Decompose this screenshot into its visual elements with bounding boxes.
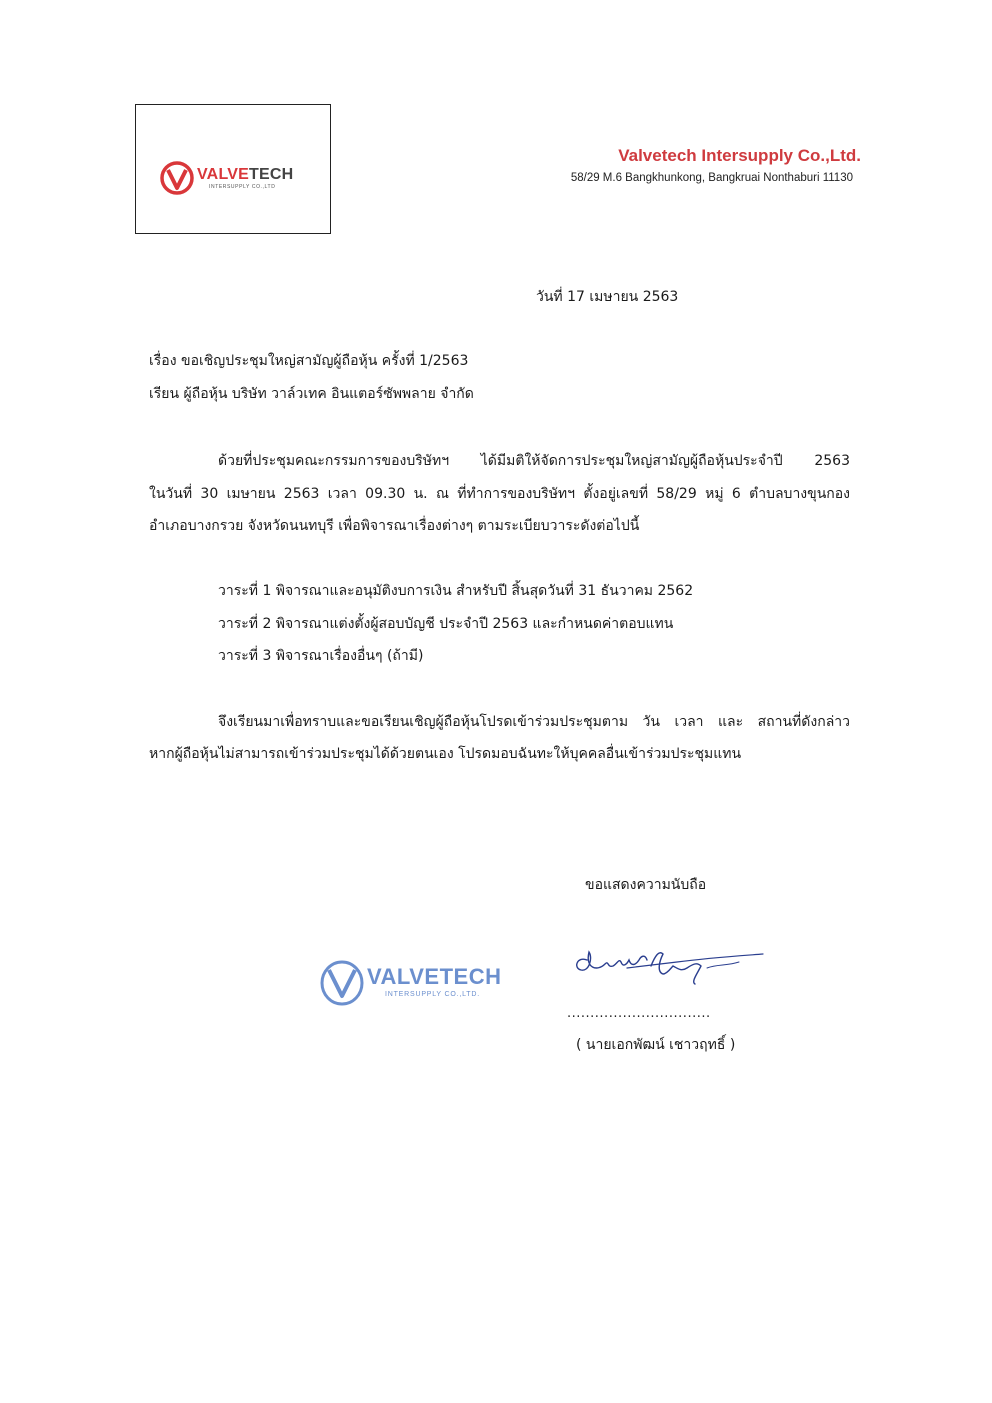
body2-line-2: หากผู้ถือหุ้นไม่สามารถเข้าร่วมประชุมได้ด้วยตนเอง โปรดมอบฉันทะให้บุคคลอื่นเข้าร่วมประชุมแทน — [149, 746, 742, 762]
letter-subject: เรื่อง ขอเชิญประชุมใหญ่สามัญผู้ถือหุ้น ครั้งที่ 1/2563 — [149, 353, 469, 369]
logo-brand: VALVETECH — [197, 165, 294, 183]
logo-subline: INTERSUPPLY CO.,LTD — [209, 183, 276, 190]
body1-line-2: ในวันที่ 30 เมษายน 2563 เวลา 09.30 น. ณ ที่ทำการของบริษัทฯ ตั้งอยู่เลขที่ 58/29 หมู่ 6 ตำบลบางขุนกอง — [149, 486, 850, 502]
agenda-item-2: วาระที่ 2 พิจารณาแต่งตั้งผู้สอบบัญชี ประจำปี 2563 และกำหนดค่าตอบแทน — [218, 616, 674, 632]
company-stamp — [319, 958, 501, 1006]
body1-line-1: ด้วยที่ประชุมคณะกรรมการของบริษัทฯ ได้มีมติให้จัดการประชุมใหญ่สามัญผู้ถือหุ้นประจำปี 2563 — [218, 453, 850, 469]
signature-line: ............................... — [567, 1006, 711, 1021]
handwritten-signature — [567, 938, 767, 998]
agenda-item-3: วาระที่ 3 พิจารณาเรื่องอื่นๆ (ถ้ามี) — [218, 648, 424, 664]
signer-name: ( นายเอกพัฒน์ เชาวฤทธิ์ ) — [576, 1037, 736, 1053]
body2-line-1: จึงเรียนมาเพื่อทราบและขอเรียนเชิญผู้ถือหุ้นโปรดเข้าร่วมประชุมตาม วัน เวลา และ สถานที่ดังกล่าว — [218, 714, 850, 730]
letter-recipient: เรียน ผู้ถือหุ้น บริษัท วาล์วเทค อินแตอร์ซัพพลาย จำกัด — [149, 386, 474, 402]
agenda-item-1: วาระที่ 1 พิจารณาและอนุมัติงบการเงิน สำหรับปี สิ้นสุดวันที่ 31 ธันวาคม 2562 — [218, 583, 694, 599]
company-address: 58/29 M.6 Bangkhunkong, Bangkruai Nonthaburi 11130 — [570, 172, 853, 184]
company-logo — [160, 161, 293, 195]
letter-date: วันที่ 17 เมษายน 2563 — [536, 289, 679, 305]
stamp-v-icon — [319, 958, 365, 1006]
company-name: Valvetech Intersupply Co.,Ltd. — [618, 146, 861, 165]
body1-line-3: อำเภอบางกรวย จังหวัดนนทบุรี เพื่อพิจารณาเรื่องต่างๆ ตามระเบียบวาระดังต่อไปนี้ — [149, 518, 640, 534]
company-logo-box — [135, 104, 331, 234]
closing-phrase: ขอแสดงความนับถือ — [585, 877, 707, 893]
stamp-subline: INTERSUPPLY CO.,LTD. — [385, 991, 480, 998]
stamp-brand: VALVETECH — [367, 964, 502, 989]
valve-v-icon — [160, 161, 194, 195]
